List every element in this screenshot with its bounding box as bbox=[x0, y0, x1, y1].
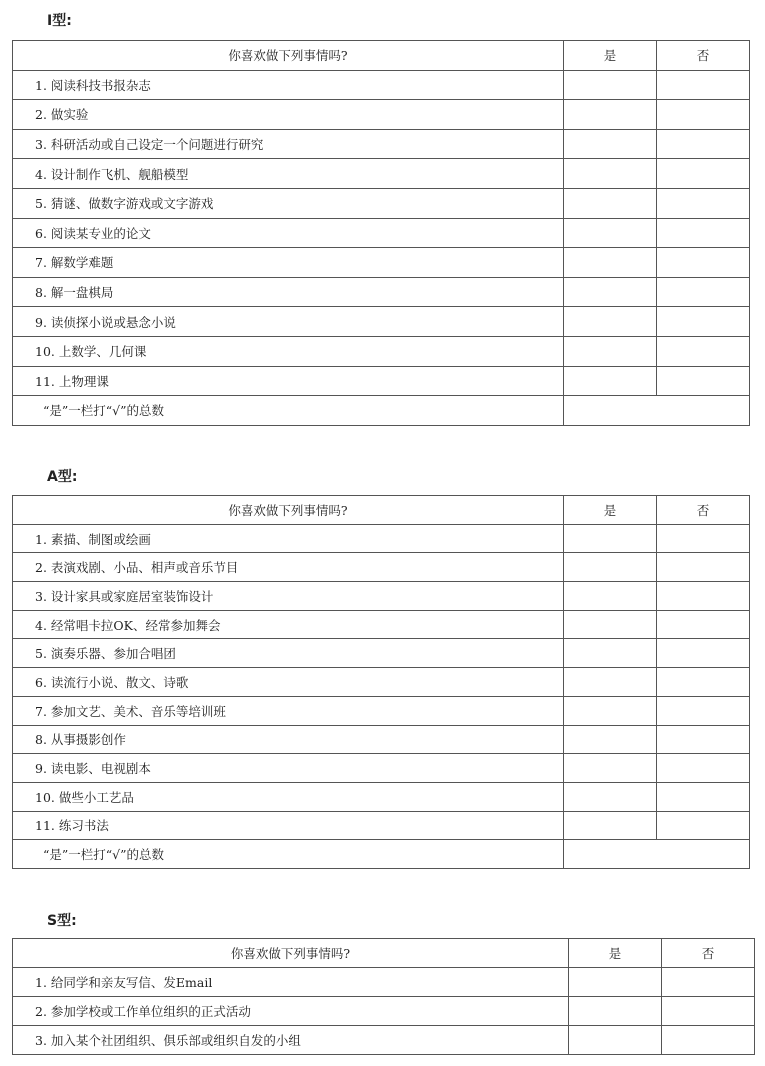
total-value-cell[interactable] bbox=[564, 396, 750, 426]
table-row bbox=[13, 997, 755, 1026]
yes-checkbox-cell[interactable] bbox=[564, 582, 657, 611]
no-checkbox-cell[interactable] bbox=[657, 336, 750, 366]
table-header-row bbox=[13, 939, 755, 968]
no-checkbox-cell[interactable] bbox=[657, 524, 750, 553]
table-row bbox=[13, 725, 750, 754]
yes-checkbox-cell[interactable] bbox=[564, 811, 657, 840]
question-item: 1. 阅读科技书报杂志 bbox=[13, 70, 564, 100]
yes-checkbox-cell[interactable] bbox=[564, 725, 657, 754]
no-checkbox-cell[interactable] bbox=[657, 159, 750, 189]
yes-checkbox-cell[interactable] bbox=[564, 218, 657, 248]
no-checkbox-cell[interactable] bbox=[657, 100, 750, 130]
table-row bbox=[13, 582, 750, 611]
no-checkbox-cell[interactable] bbox=[662, 968, 755, 997]
yes-checkbox-cell[interactable] bbox=[564, 553, 657, 582]
table-row bbox=[13, 553, 750, 582]
yes-checkbox-cell[interactable] bbox=[564, 754, 657, 783]
question-item: 3. 科研活动或自己设定一个问题进行研究 bbox=[13, 129, 564, 159]
question-header: 你喜欢做下列事情吗? bbox=[13, 41, 564, 71]
no-checkbox-cell[interactable] bbox=[657, 668, 750, 697]
question-item: 1. 素描、制图或绘画 bbox=[13, 524, 564, 553]
table-row bbox=[13, 610, 750, 639]
no-checkbox-cell[interactable] bbox=[657, 129, 750, 159]
question-item: 7. 解数学难题 bbox=[13, 248, 564, 278]
yes-column-header: 是 bbox=[564, 496, 657, 525]
question-item: 6. 读流行小说、散文、诗歌 bbox=[13, 668, 564, 697]
question-item: 5. 猜谜、做数字游戏或文字游戏 bbox=[13, 188, 564, 218]
table-row bbox=[13, 968, 755, 997]
no-checkbox-cell[interactable] bbox=[657, 754, 750, 783]
yes-checkbox-cell[interactable] bbox=[564, 336, 657, 366]
table-row bbox=[13, 159, 750, 189]
no-column-header: 否 bbox=[657, 496, 750, 525]
no-checkbox-cell[interactable] bbox=[657, 639, 750, 668]
question-header: 你喜欢做下列事情吗? bbox=[13, 939, 569, 968]
table-row bbox=[13, 754, 750, 783]
question-item: 3. 设计家具或家庭居室装饰设计 bbox=[13, 582, 564, 611]
yes-checkbox-cell[interactable] bbox=[564, 696, 657, 725]
table-row bbox=[13, 336, 750, 366]
table-row bbox=[13, 782, 750, 811]
questionnaire-table-i bbox=[12, 40, 750, 426]
question-item: 2. 做实验 bbox=[13, 100, 564, 130]
table-row bbox=[13, 811, 750, 840]
yes-checkbox-cell[interactable] bbox=[564, 188, 657, 218]
no-checkbox-cell[interactable] bbox=[657, 218, 750, 248]
question-item: 9. 读侦探小说或悬念小说 bbox=[13, 307, 564, 337]
no-checkbox-cell[interactable] bbox=[657, 811, 750, 840]
yes-checkbox-cell[interactable] bbox=[569, 1026, 662, 1055]
question-item: 4. 设计制作飞机、舰船模型 bbox=[13, 159, 564, 189]
yes-checkbox-cell[interactable] bbox=[564, 610, 657, 639]
section-title-i: I型: bbox=[47, 13, 72, 29]
question-item: 1. 给同学和亲友写信、发Email bbox=[13, 968, 569, 997]
yes-checkbox-cell[interactable] bbox=[569, 997, 662, 1026]
yes-checkbox-cell[interactable] bbox=[569, 968, 662, 997]
question-item: 10. 做些小工艺品 bbox=[13, 782, 564, 811]
question-item: 11. 上物理课 bbox=[13, 366, 564, 396]
table-row bbox=[13, 248, 750, 278]
yes-column-header: 是 bbox=[569, 939, 662, 968]
table-row bbox=[13, 218, 750, 248]
table-row bbox=[13, 668, 750, 697]
question-item: 8. 解一盘棋局 bbox=[13, 277, 564, 307]
no-column-header: 否 bbox=[662, 939, 755, 968]
questionnaire-table-a bbox=[12, 495, 750, 869]
question-item: 4. 经常唱卡拉OK、经常参加舞会 bbox=[13, 610, 564, 639]
total-label: “是”一栏打“√”的总数 bbox=[13, 840, 564, 869]
no-checkbox-cell[interactable] bbox=[657, 366, 750, 396]
yes-checkbox-cell[interactable] bbox=[564, 366, 657, 396]
no-checkbox-cell[interactable] bbox=[657, 696, 750, 725]
total-label: “是”一栏打“√”的总数 bbox=[13, 396, 564, 426]
question-item: 11. 练习书法 bbox=[13, 811, 564, 840]
section-title-s: S型: bbox=[47, 913, 77, 929]
no-checkbox-cell[interactable] bbox=[657, 277, 750, 307]
yes-checkbox-cell[interactable] bbox=[564, 159, 657, 189]
table-row bbox=[13, 524, 750, 553]
table-row bbox=[13, 100, 750, 130]
question-item: 9. 读电影、电视剧本 bbox=[13, 754, 564, 783]
total-value-cell[interactable] bbox=[564, 840, 750, 869]
yes-checkbox-cell[interactable] bbox=[564, 277, 657, 307]
table-header-row bbox=[13, 41, 750, 71]
questionnaire-table-s bbox=[12, 938, 755, 1055]
table-row bbox=[13, 277, 750, 307]
no-column-header: 否 bbox=[657, 41, 750, 71]
no-checkbox-cell[interactable] bbox=[657, 307, 750, 337]
question-item: 2. 表演戏剧、小品、相声或音乐节目 bbox=[13, 553, 564, 582]
yes-column-header: 是 bbox=[564, 41, 657, 71]
question-item: 2. 参加学校或工作单位组织的正式活动 bbox=[13, 997, 569, 1026]
no-checkbox-cell[interactable] bbox=[657, 782, 750, 811]
yes-checkbox-cell[interactable] bbox=[564, 782, 657, 811]
question-item: 7. 参加文艺、美术、音乐等培训班 bbox=[13, 696, 564, 725]
table-row bbox=[13, 1026, 755, 1055]
question-item: 5. 演奏乐器、参加合唱团 bbox=[13, 639, 564, 668]
no-checkbox-cell[interactable] bbox=[657, 553, 750, 582]
yes-checkbox-cell[interactable] bbox=[564, 100, 657, 130]
no-checkbox-cell[interactable] bbox=[657, 610, 750, 639]
no-checkbox-cell[interactable] bbox=[657, 188, 750, 218]
table-row bbox=[13, 696, 750, 725]
no-checkbox-cell[interactable] bbox=[662, 1026, 755, 1055]
table-row bbox=[13, 70, 750, 100]
question-item: 6. 阅读某专业的论文 bbox=[13, 218, 564, 248]
section-title-a: A型: bbox=[47, 469, 78, 485]
question-item: 3. 加入某个社团组织、俱乐部或组织自发的小组 bbox=[13, 1026, 569, 1055]
no-checkbox-cell[interactable] bbox=[657, 70, 750, 100]
yes-checkbox-cell[interactable] bbox=[564, 524, 657, 553]
total-row bbox=[13, 396, 750, 426]
table-row bbox=[13, 307, 750, 337]
question-item: 8. 从事摄影创作 bbox=[13, 725, 564, 754]
table-row bbox=[13, 366, 750, 396]
no-checkbox-cell[interactable] bbox=[657, 725, 750, 754]
question-header: 你喜欢做下列事情吗? bbox=[13, 496, 564, 525]
yes-checkbox-cell[interactable] bbox=[564, 129, 657, 159]
no-checkbox-cell[interactable] bbox=[657, 582, 750, 611]
table-row bbox=[13, 129, 750, 159]
table-row bbox=[13, 188, 750, 218]
no-checkbox-cell[interactable] bbox=[662, 997, 755, 1026]
yes-checkbox-cell[interactable] bbox=[564, 248, 657, 278]
question-item: 10. 上数学、几何课 bbox=[13, 336, 564, 366]
yes-checkbox-cell[interactable] bbox=[564, 307, 657, 337]
no-checkbox-cell[interactable] bbox=[657, 248, 750, 278]
table-header-row bbox=[13, 496, 750, 525]
yes-checkbox-cell[interactable] bbox=[564, 668, 657, 697]
total-row bbox=[13, 840, 750, 869]
yes-checkbox-cell[interactable] bbox=[564, 70, 657, 100]
yes-checkbox-cell[interactable] bbox=[564, 639, 657, 668]
table-row bbox=[13, 639, 750, 668]
